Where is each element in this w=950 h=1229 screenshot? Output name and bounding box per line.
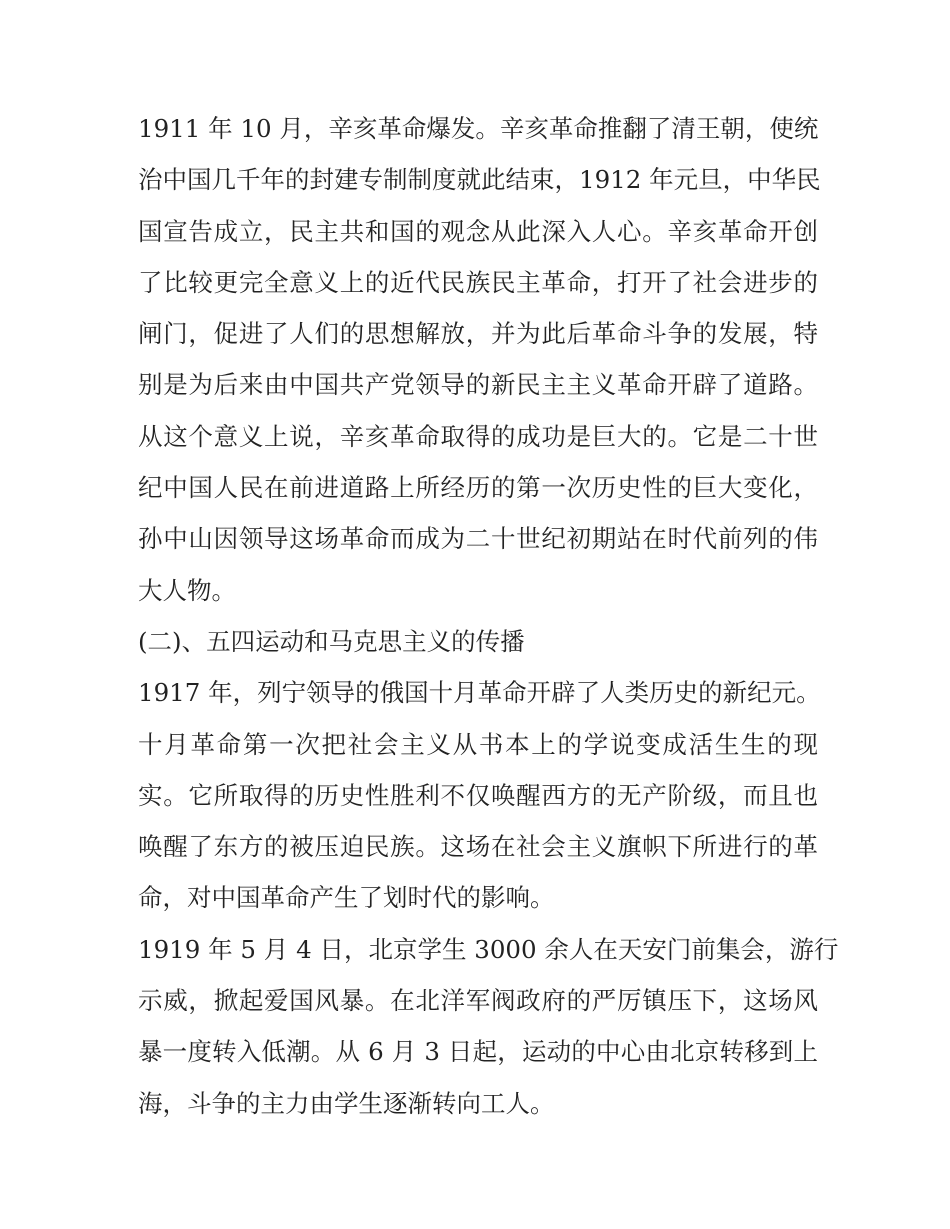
text-line: 实。它所取得的历史性胜利不仅唤醒西方的无产阶级，而且也: [138, 780, 818, 810]
document-body: [138, 110, 839, 1136]
text-line: 大人物。: [138, 575, 236, 605]
text-line: 孙中山因领导这场革命而成为二十世纪初期站在时代前列的伟: [138, 524, 818, 554]
text-line: 从这个意义上说，辛亥革命取得的成功是巨大的。它是二十世: [138, 421, 818, 451]
text-line: 1917 年，列宁领导的俄国十月革命开辟了人类历史的新纪元。: [138, 678, 821, 708]
text-line: 闸门，促进了人们的思想解放，并为此后革命斗争的发展，特: [138, 319, 818, 349]
text-line: 纪中国人民在前进道路上所经历的第一次历史性的巨大变化，: [138, 473, 818, 503]
text-line: 治中国几千年的封建专制制度就此结束，1912 年元旦，中华民: [138, 165, 821, 195]
text-line: 十月革命第一次把社会主义从书本上的学说变成活生生的现: [138, 729, 818, 759]
text-line: 命，对中国革命产生了划时代的影响。: [138, 883, 555, 913]
text-line: 了比较更完全意义上的近代民族民主革命，打开了社会进步的: [138, 267, 818, 297]
text-line: 唤醒了东方的被压迫民族。这场在社会主义旗帜下所进行的革: [138, 832, 818, 862]
text-line: 国宣告成立，民主共和国的观念从此深入人心。辛亥革命开创: [138, 216, 818, 246]
text-line: 暴一度转入低潮。从 6 月 3 日起，运动的中心由北京转移到上: [138, 1037, 818, 1067]
text-line: 海，斗争的主力由学生逐渐转向工人。: [138, 1088, 555, 1118]
text-line: 别是为后来由中国共产党领导的新民主主义革命开辟了道路。: [138, 370, 818, 400]
text-line: 1911 年 10 月，辛亥革命爆发。辛亥革命推翻了清王朝，使统: [138, 114, 819, 143]
section-heading: (二)、五四运动和马克思主义的传播: [138, 626, 525, 656]
text-line: 1919 年 5 月 4 日，北京学生 3000 余人在天安门前集会，游行: [138, 934, 839, 964]
text-line: 示威，掀起爱国风暴。在北洋军阀政府的严厉镇压下，这场风: [138, 986, 818, 1016]
